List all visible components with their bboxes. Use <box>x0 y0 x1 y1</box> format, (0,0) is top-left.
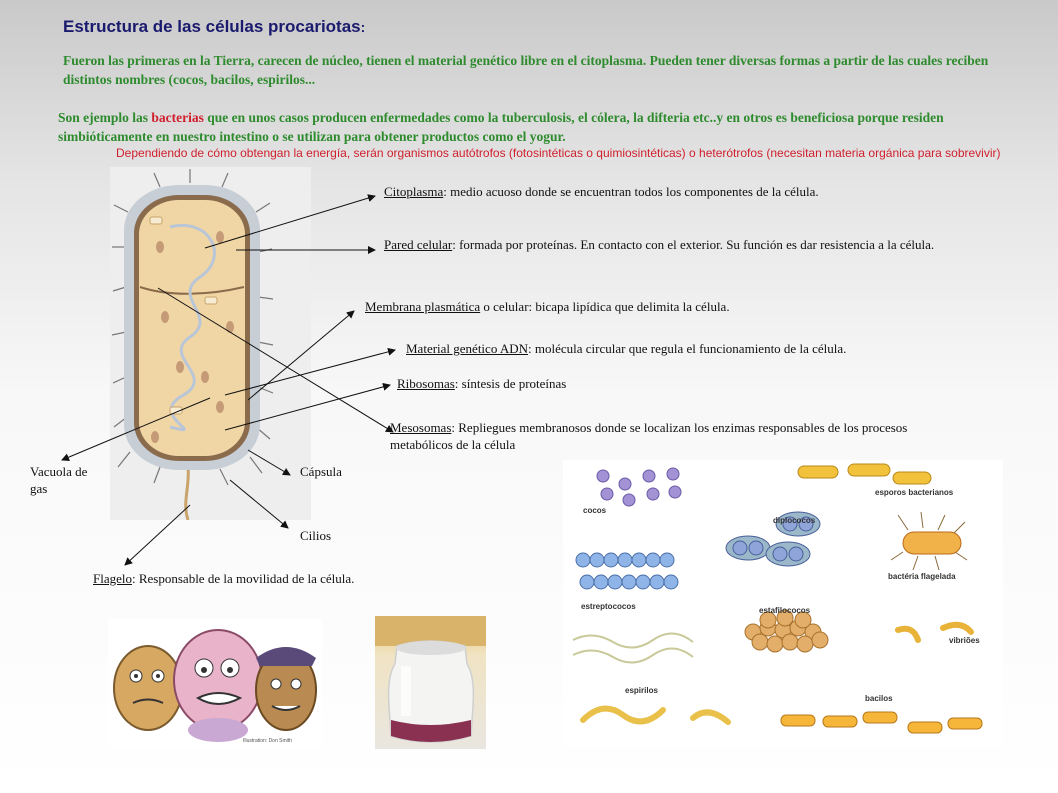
form-label-esporos: esporos bacterianos <box>875 488 954 497</box>
yogurt-photo <box>375 616 486 749</box>
cartoon-bacteria-illustration <box>108 618 322 748</box>
form-label-bacilos: bacilos <box>865 694 893 703</box>
examples-paragraph: Son ejemplo las bacterias que en unos casos producen enfermedades como la tuberculosis, el cólera, la difteria etc..y en otros es beneficiosa porque residen simbióticamente en nuestro intestino o se utilizan para obtener productos como el yogur. <box>58 110 944 144</box>
label-capsula: Cápsula <box>300 464 342 479</box>
bacteria-forms-chart <box>563 460 1003 747</box>
label-cilios: Cilios <box>300 528 332 543</box>
form-label-diplococos: diplococos <box>773 516 816 525</box>
page-title: Estructura de las células procariotas: <box>63 17 366 36</box>
form-label-vibrioes: vibriões <box>949 636 980 645</box>
label-ribosomas: Ribosomas: síntesis de proteínas <box>397 376 567 391</box>
energy-note: Dependiendo de cómo obtengan la energía, serán organismos autótrofos (fotosintéticas o quimiosintéticas) o heterótrofos (necesitan materia orgánica para sobrevivir) <box>116 146 1001 160</box>
label-mesosomas: Mesosomas: Repliegues membranosos donde se localizan los enzimas responsables de los procesos metabólicos de la célula <box>390 420 908 452</box>
form-label-estreptococos: estreptococos <box>581 602 636 611</box>
label-flagelo: Flagelo: Responsable de la movilidad de la célula. <box>93 571 355 586</box>
label-material-genetico: Material genético ADN: molécula circular que regula el funcionamiento de la célula. <box>406 341 847 356</box>
label-membrana: Membrana plasmática o celular: bicapa lipídica que delimita la célula. <box>365 299 730 314</box>
label-citoplasma: Citoplasma: medio acuoso donde se encuentran todos los componentes de la célula. <box>384 184 819 199</box>
intro-paragraph: Fueron las primeras en la Tierra, carecen de núcleo, tienen el material genético libre en el citoplasma. Pueden tener diversas formas a partir de las cuales reciben distintos nombres (cocos, bacilos, espirilos... <box>63 53 989 87</box>
bacterias-highlight: bacterias <box>151 110 204 125</box>
form-label-flagelada: bactéria flagelada <box>888 572 956 581</box>
form-label-estafilococos: estafilococos <box>759 606 811 615</box>
form-label-espirilos: espirilos <box>625 686 658 695</box>
form-label-cocos: cocos <box>583 506 607 515</box>
label-vacuola: Vacuola de gas <box>30 464 88 496</box>
label-pared-celular: Pared celular: formada por proteínas. En contacto con el exterior. Su función es dar resistencia a la célula. <box>384 237 935 252</box>
cell-diagram <box>110 167 311 520</box>
illustration-credit: Illustration: Don Smith <box>243 738 292 744</box>
